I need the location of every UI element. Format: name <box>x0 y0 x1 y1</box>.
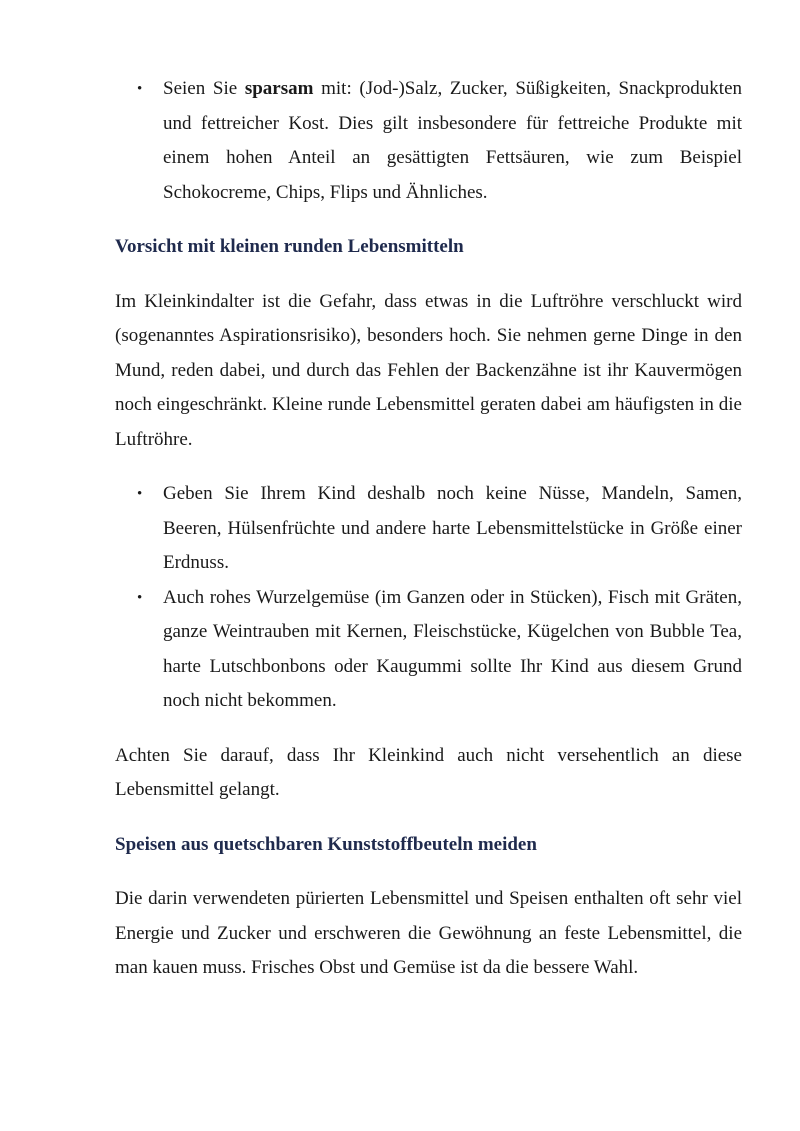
list-item: • Auch rohes Wurzelgemüse (im Ganzen oder in Stücken), Fisch mit Gräten, ganze Weintrauben mit Kernen, Fleischstücke, Kügelchen von Bubble Tea, harte Lutschbonbons oder Kaugummi sollte Ihr Kind aus diesem Grund noch nicht bekommen. <box>163 581 742 719</box>
document-page <box>115 72 742 986</box>
section-heading: Speisen aus quetschbaren Kunststoffbeuteln meiden <box>115 833 537 855</box>
list-item: • Geben Sie Ihrem Kind deshalb noch keine Nüsse, Mandeln, Samen, Beeren, Hülsenfrüchte und andere harte Lebensmittelstücke in Größe einer Erdnuss. <box>163 477 742 581</box>
bullet-text-bold: sparsam <box>244 78 314 99</box>
bullet-list-top <box>115 72 742 210</box>
bullet-text-pre: Seien Sie <box>163 78 245 99</box>
list-item <box>163 72 742 210</box>
paragraph: Die darin verwendeten pürierten Lebensmittel und Speisen enthalten oft sehr viel Energie und Zucker und erschweren die Gewöhnung an feste Lebensmittel, die man kauen muss. Frisches Obst und Gemüse ist da die bessere Wahl. <box>115 888 742 978</box>
bullet-text-post: mit: (Jod-)Salz, Zucker, Süßigkeiten, Snackprodukten und fettreicher Kost. Dies gilt insbesondere für fettreiche Produkte mit einem hohen Anteil an gesättigten Fettsäuren, wie zum Beispiel Schokocreme, Chips, Flips und Ähnliches. <box>163 78 743 203</box>
paragraph: Im Kleinkindalter ist die Gefahr, dass etwas in die Luftröhre verschluckt wird (sogenanntes Aspirationsrisiko), besonders hoch. Sie nehmen gerne Dinge in den Mund, reden dabei, und durch das Fehlen der Backenzähne ist ihr Kauvermögen noch eingeschränkt. Kleine runde Lebensmittel geraten dabei am häufigsten in die Luftröhre. <box>115 290 742 450</box>
paragraph: Achten Sie darauf, dass Ihr Kleinkind auch nicht versehentlich an diese Lebensmittel gelangt. <box>115 744 742 800</box>
section-heading: Vorsicht mit kleinen runden Lebensmitteln <box>115 236 464 257</box>
bullet-list <box>115 477 742 719</box>
